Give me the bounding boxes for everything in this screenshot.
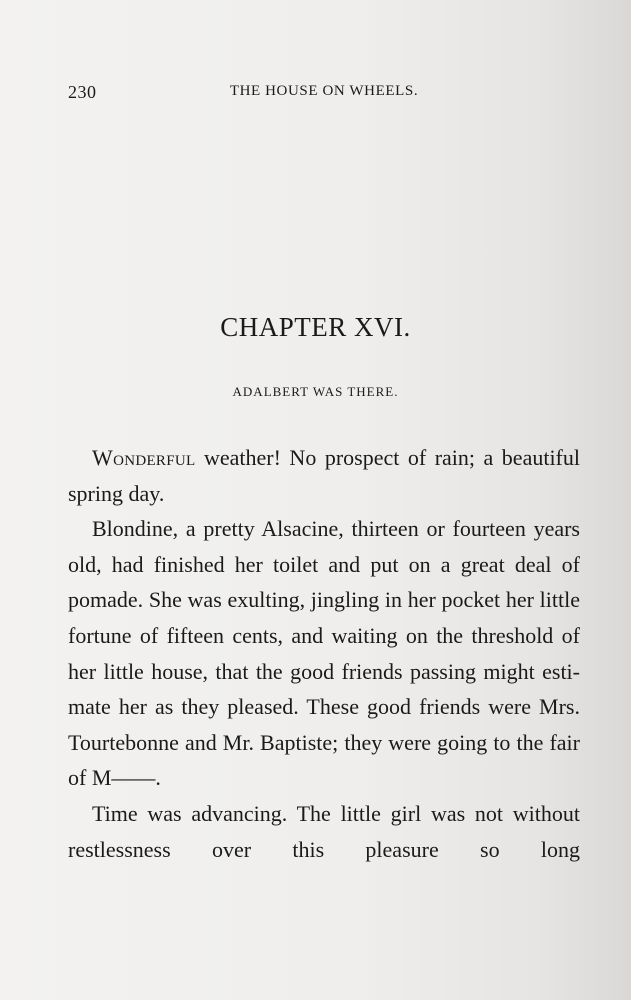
paragraph-text: Time was advancing. The little girl was not without restlessness over this pleasure so long <box>68 800 580 862</box>
paragraph-1 <box>68 440 580 511</box>
book-title: THE HOUSE ON WHEELS. <box>229 83 419 99</box>
page-number: 230 <box>68 82 97 102</box>
chapter-title: CHAPTER XVI. <box>220 312 411 342</box>
paragraph-text: Blondine, a pretty Alsacine, thirteen or fourteen years old, had finished her toilet and put on a great deal of pomade. She was exulting, jingling in her pocket her little fortune of fifteen cents, and waiting on the threshold of her little house, that the good friends passing might estimate her as they pleased. These good friends were Mrs. Tourtebonne and Mr. Baptiste; they were going to the fair of M——. <box>68 516 580 791</box>
running-head <box>68 82 580 106</box>
paragraph-lead-word: Wonderful <box>92 445 196 470</box>
chapter-subtitle: ADALBERT WAS THERE. <box>232 384 399 399</box>
paragraph-text: weather! No prospect of rain; a beautiful spring day. <box>68 445 580 506</box>
paragraph-2 <box>68 511 580 796</box>
chapter-body <box>68 440 580 867</box>
paragraph-3 <box>68 796 580 867</box>
